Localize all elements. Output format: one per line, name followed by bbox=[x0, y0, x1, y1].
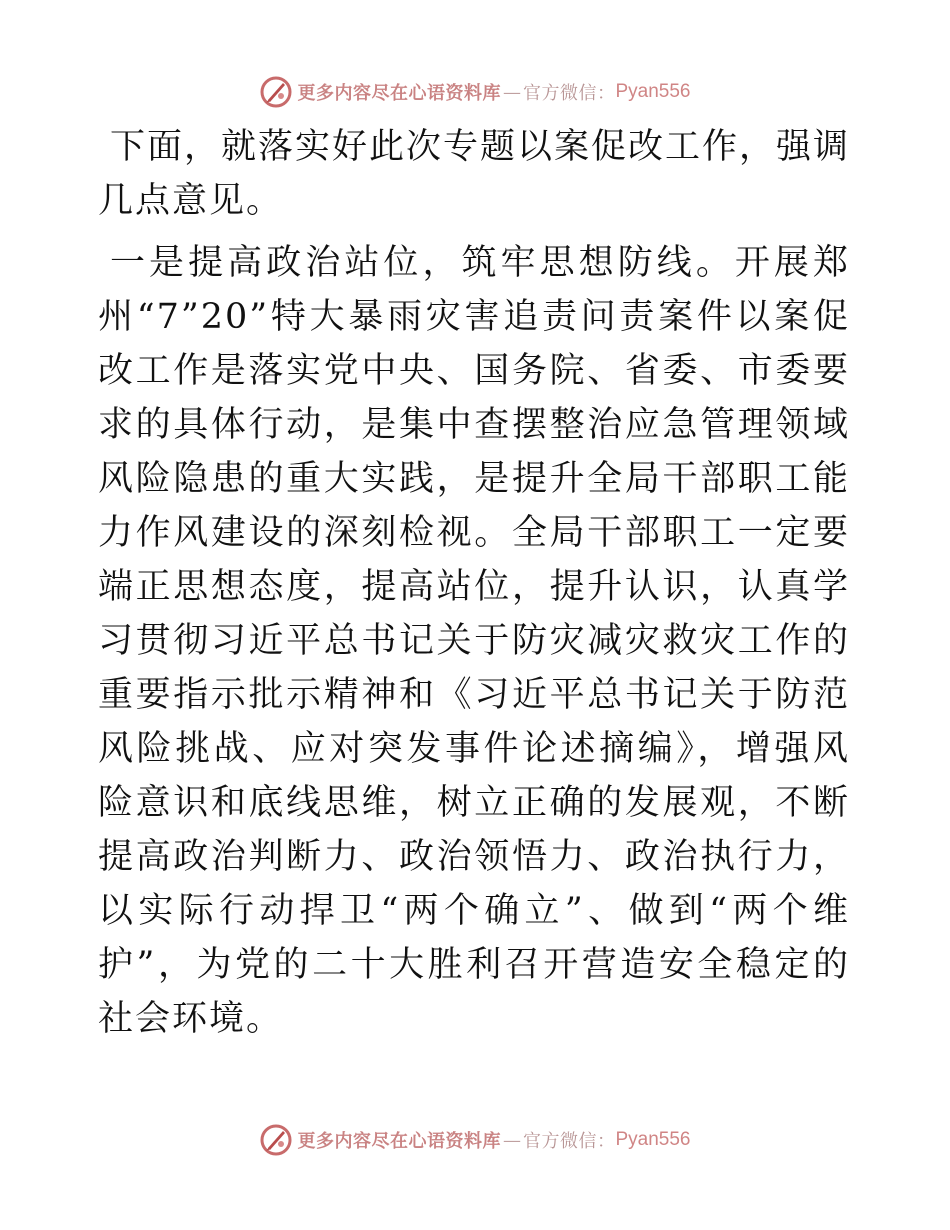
banner-wechat-label: 官方微信： bbox=[522, 83, 616, 104]
paragraph-point-one: 一是提高政治站位，筑牢思想防线。开展郑州“7”20”特大暴雨灾害追责问责案件以案促改工作是落实党中央、国务院、省委、市委要求的具体行动，是集中查摆整治应急管理领域风险隐患的重大实践，是提升全局干部职工能力作风建设的深刻检视。全局干部职工一定要端正思想态度，提高站位，提升认识，认真学习贯彻习近平总书记关于防灾减灾救灾工作的重要指示批示精神和《习近平总书记关于防范风险挑战、应对突发事件论述摘编》，增强风险意识和底线思维，树立正确的发展观，不断提高政治判断力、政治领悟力、政治执行力，以实际行动捍卫“两个确立”、做到“两个维护”，为党的二十大胜利召开营造安全稳定的社会环境。 bbox=[98, 243, 850, 1039]
banner-dash: — bbox=[502, 81, 521, 103]
banner-wechat-id: Pyan556 bbox=[615, 1129, 691, 1150]
header-watermark-banner bbox=[0, 72, 950, 112]
footer-watermark-banner bbox=[0, 1120, 950, 1160]
paragraph-intro: 下面，就落实好此次专题以案促改工作，强调几点意见。 bbox=[98, 127, 851, 221]
banner-wechat-id: Pyan556 bbox=[615, 81, 691, 102]
banner-dash: — bbox=[502, 1129, 521, 1151]
red-circle-quill-logo-icon bbox=[259, 1123, 293, 1157]
banner-site-text: 更多内容尽在心语资料库 bbox=[297, 83, 501, 104]
document-body bbox=[98, 120, 850, 1046]
banner-site-text: 更多内容尽在心语资料库 bbox=[297, 1131, 501, 1152]
banner-wechat-label: 官方微信： bbox=[522, 1131, 616, 1152]
red-circle-quill-logo-icon bbox=[259, 75, 293, 109]
